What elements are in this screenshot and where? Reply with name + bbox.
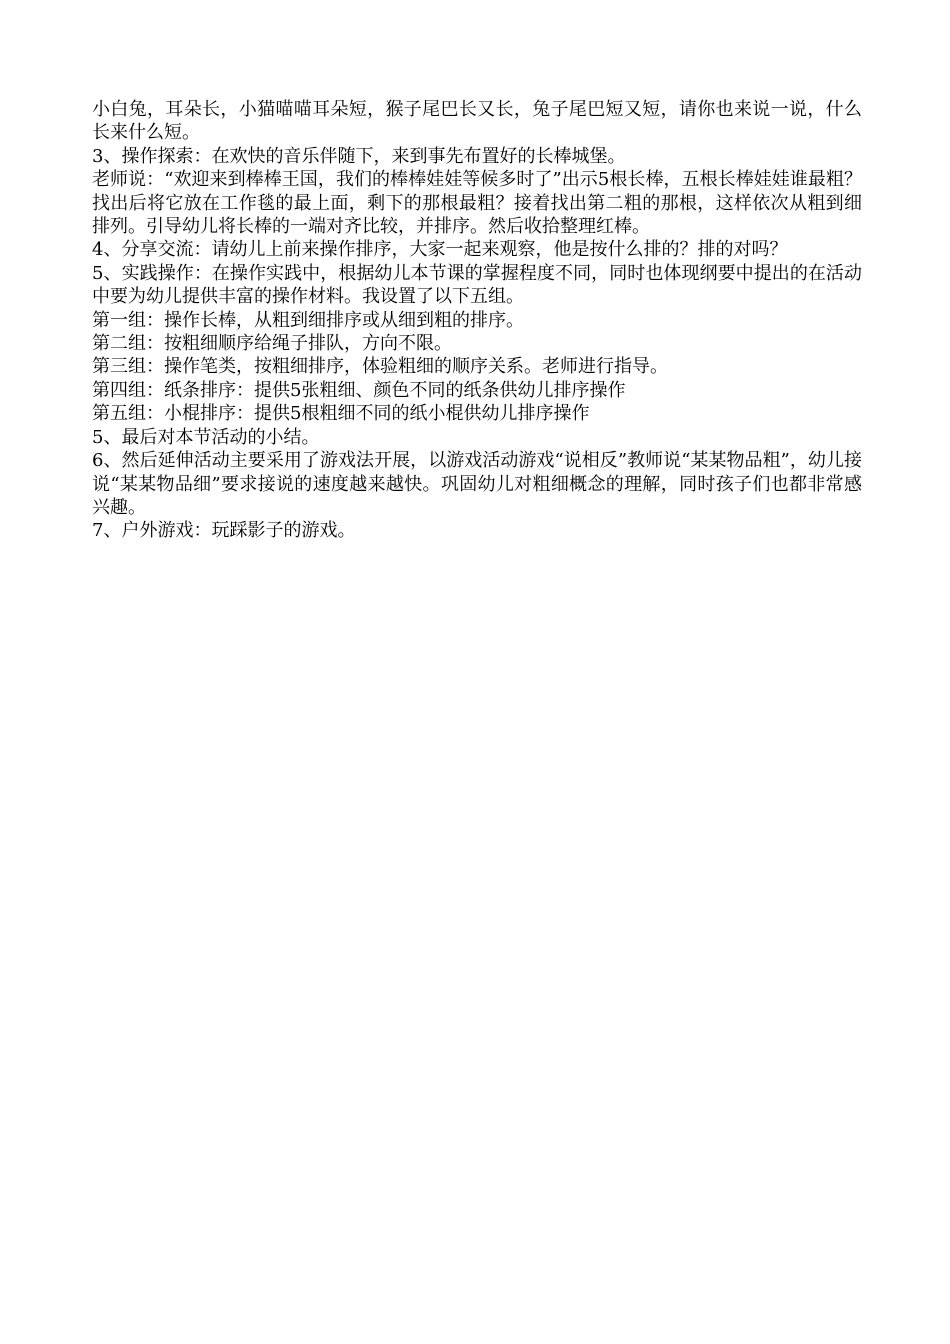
paragraph-step-6: 6、然后延伸活动主要采用了游戏法开展，以游戏活动游戏“说相反”教师说“某某物品粗”，幼儿接说“某某物品细”要求接说的速度越来越快。巩固幼儿对粗细概念的理解，同时孩子们也都非常感兴趣。	[92, 450, 862, 518]
paragraph-step-5-practice: 5、实践操作：在操作实践中，根据幼儿本节课的掌握程度不同，同时也体现纲要中提出的在活动中要为幼儿提供丰富的操作材料。我设置了以下五组。	[92, 262, 862, 308]
paragraph-group-4: 第四组：纸条排序：提供5张粗细、颜色不同的纸条供幼儿排序操作	[92, 379, 626, 401]
paragraph-step-7: 7、户外游戏：玩踩影子的游戏。	[92, 520, 356, 542]
paragraph-step-4: 4、分享交流：请幼儿上前来操作排序，大家一起来观察，他是按什么排的？排的对吗？	[92, 239, 788, 261]
paragraph-group-5: 第五组：小棍排序：提供5根粗细不同的纸小棍供幼儿排序操作	[92, 403, 590, 425]
paragraph-intro: 小白兔，耳朵长，小猫喵喵耳朵短，猴子尾巴长又长，兔子尾巴短又短，请你也来说一说，什么长来什么短。	[92, 99, 862, 144]
paragraph-group-1: 第一组：操作长棒，从粗到细排序或从细到粗的排序。	[92, 309, 524, 331]
paragraph-group-3: 第三组：操作笔类，按粗细排序，体验粗细的顺序关系。老师进行指导。	[92, 356, 668, 378]
paragraph-step-5-summary: 5、最后对本节活动的小结。	[92, 426, 320, 448]
paragraph-teacher-says: 老师说：“欢迎来到棒棒王国，我们的棒棒娃娃等候多时了”出示5根长棒，五根长棒娃娃谁最粗？找出后将它放在工作毯的最上面，剩下的那根最粗？接着找出第二粗的那根，这样依次从粗到细排列。引导幼儿将长棒的一端对齐比较，并排序。然后收拾整理红棒。	[92, 169, 862, 238]
paragraph-step-3: 3、操作探索：在欢快的音乐伴随下，来到事先布置好的长棒城堡。	[92, 145, 626, 167]
paragraph-group-2: 第二组：按粗细顺序给绳子排队，方向不限。	[92, 333, 452, 355]
document-body	[92, 98, 862, 543]
